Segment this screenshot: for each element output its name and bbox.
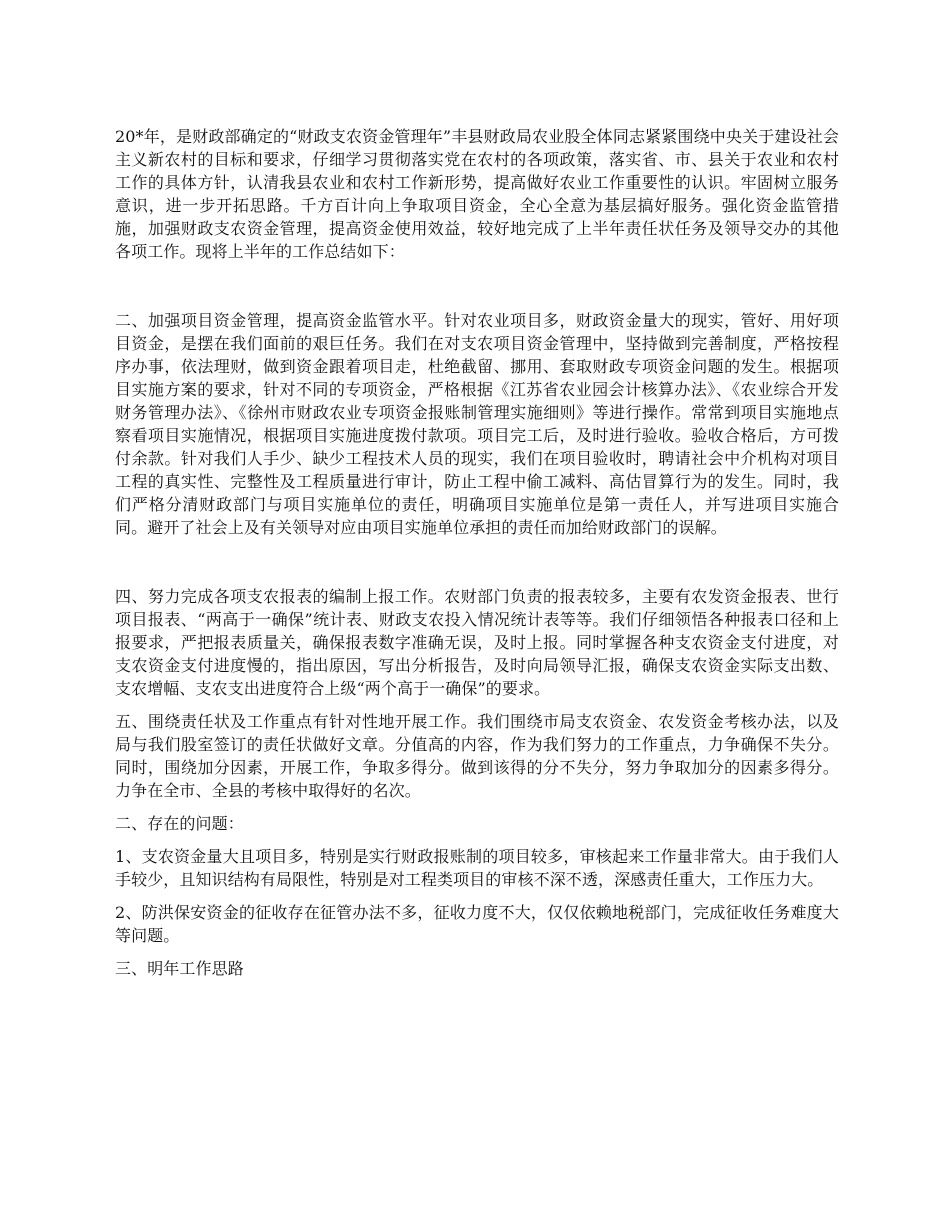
paragraph-intro: 20*年，是财政部确定的“财政支农资金管理年”丰县财政局农业股全体同志紧紧围绕中央关于建设社会主义新农村的目标和要求，仔细学习贯彻落实党在农村的各项政策，落实省、市、县关于农业和农村工作的具体方针，认清我县农业和农村工作新形势，提高做好农业工作重要性的认识。牢固树立服务意识，进一步开拓思路。千方百计向上争取项目资金，全心全意为基层搞好服务。强化资金监管措施，加强财政支农资金管理，提高资金使用效益，较好地完成了上半年责任状任务及领导交办的其他各项工作。现将上半年的工作总结如下： — [115, 127, 839, 261]
paragraph-spacer — [115, 263, 839, 309]
heading-next-year-plan: 三、明年工作思路 — [115, 959, 244, 978]
paragraph-reports: 四、努力完成各项支农报表的编制上报工作。农财部门负责的报表较多，主要有农发资金报表、世行项目报表、“两高于一确保”统计表、财政支农投入情况统计表等等。我们仔细领悟各种报表口径和上报要求，严把报表质量关，确保报表数字准确无误，及时上报。同时掌握各种支农资金支付进度，对支农资金支付进度慢的，指出原因，写出分析报告，及时向局领导汇报，确保支农资金实际支出数、支农增幅、支农支出进度符合上级“两个高于一确保”的要求。 — [115, 587, 839, 698]
paragraph-responsibility: 五、围绕责任状及工作重点有针对性地开展工作。我们围绕市局支农资金、农发资金考核办法，以及局与我们股室签订的责任状做好文章。分值高的内容，作为我们努力的工作重点，力争确保不失分。同时，围绕加分因素，开展工作，争取多得分。做到该得的分不失分，努力争取加分的因素多得分。力争在全市、全县的考核中取得好的名次。 — [115, 712, 839, 800]
paragraph-spacer — [115, 835, 839, 845]
document-body — [115, 125, 839, 980]
paragraph-spacer — [115, 802, 839, 812]
paragraph-spacer — [115, 700, 839, 710]
heading-problems: 二、存在的问题： — [115, 814, 244, 833]
paragraph-spacer — [115, 891, 839, 901]
paragraph-project-fund-management: 二、加强项目资金管理，提高资金监管水平。针对农业项目多，财政资金量大的现实，管好、用好项目资金，是摆在我们面前的艰巨任务。我们在对支农项目资金管理中，坚持做到完善制度，严格按程序办事，依法理财，做到资金跟着项目走，杜绝截留、挪用、套取财政专项资金问题的发生。根据项目实施方案的要求，针对不同的专项资金，严格根据《江苏省农业园会计核算办法》、《农业综合开发财务管理办法》、《徐州市财政农业专项资金报账制管理实施细则》等进行操作。常常到项目实施地点察看项目实施情况，根据项目实施进度拨付款项。项目完工后，及时进行验收。验收合格后，方可拨付余款。针对我们人手少、缺少工程技术人员的现实，我们在项目验收时，聘请社会中介机构对项目工程的真实性、完整性及工程质量进行审计，防止工程中偷工减料、高估冒算行为的发生。同时，我们严格分清财政部门与项目实施单位的责任，明确项目实施单位是第一责任人，并写进项目实施合同。避开了社会上及有关领导对应由项目实施单位承担的责任而加给财政部门的误解。 — [115, 311, 839, 537]
paragraph-problem-1: 1、支农资金量大且项目多，特别是实行财政报账制的项目较多，审核起来工作量非常大。由于我们人手较少，且知识结构有局限性，特别是对工程类项目的审核不深不透，深感责任重大，工作压力大。 — [115, 847, 839, 889]
paragraph-problem-2: 2、防洪保安资金的征收存在征管办法不多，征收力度不大，仅仅依赖地税部门，完成征收任务难度大等问题。 — [115, 903, 839, 945]
paragraph-spacer — [115, 539, 839, 585]
paragraph-spacer — [115, 947, 839, 957]
